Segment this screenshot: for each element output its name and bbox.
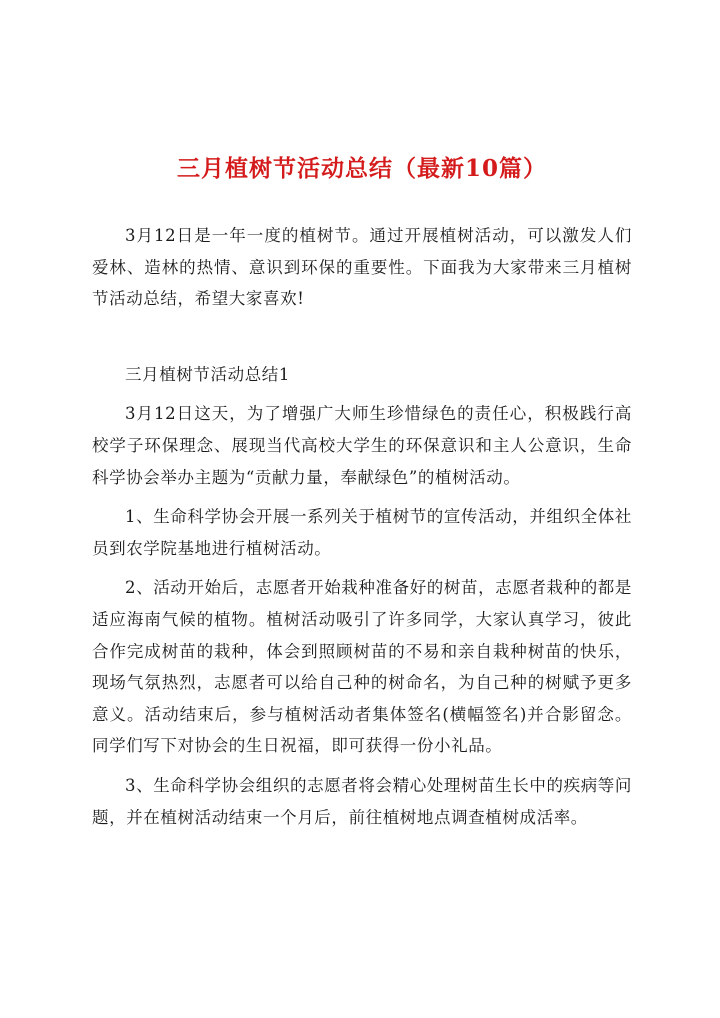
document-title: 三月植树节活动总结（最新10篇） <box>176 155 547 182</box>
intro-paragraph: 3月12日是一年一度的植树节。通过开展植树活动，可以激发人们爱林、造林的热情、意识到环保的重要性。下面我为大家带来三月植树节活动总结，希望大家喜欢! <box>92 226 632 309</box>
body-paragraph: 3、生命科学协会组织的志愿者将会精心处理树苗生长中的疾病等问题，并在植树活动结束一个月后，前往植树地点调查植树成活率。 <box>92 775 632 827</box>
body-paragraph: 2、活动开始后，志愿者开始栽种准备好的树苗，志愿者栽种的都是适应海南气候的植物。植树活动吸引了许多同学，大家认真学习，彼此合作完成树苗的栽种，体会到照顾树苗的不易和亲自栽种树苗的快乐，现场气氛热烈，志愿者可以给自己种的树命名，为自己种的树赋予更多意义。活动结束后，参与植树活动者集体签名(横幅签名)并合影留念。同学们写下对协会的生日祝福，即可获得一份小礼品。 <box>92 578 632 756</box>
body-paragraph: 3月12日这天，为了增强广大师生珍惜绿色的责任心，积极践行高校学子环保理念、展现当代高校大学生的环保意识和主人公意识，生命科学协会举办主题为“贡献力量，奉献绿色”的植树活动。 <box>92 404 632 487</box>
body-paragraph: 1、生命科学协会开展一系列关于植树节的宣传活动，并组织全体社员到农学院基地进行植树活动。 <box>92 507 632 558</box>
section-heading: 三月植树节活动总结1 <box>125 364 290 384</box>
